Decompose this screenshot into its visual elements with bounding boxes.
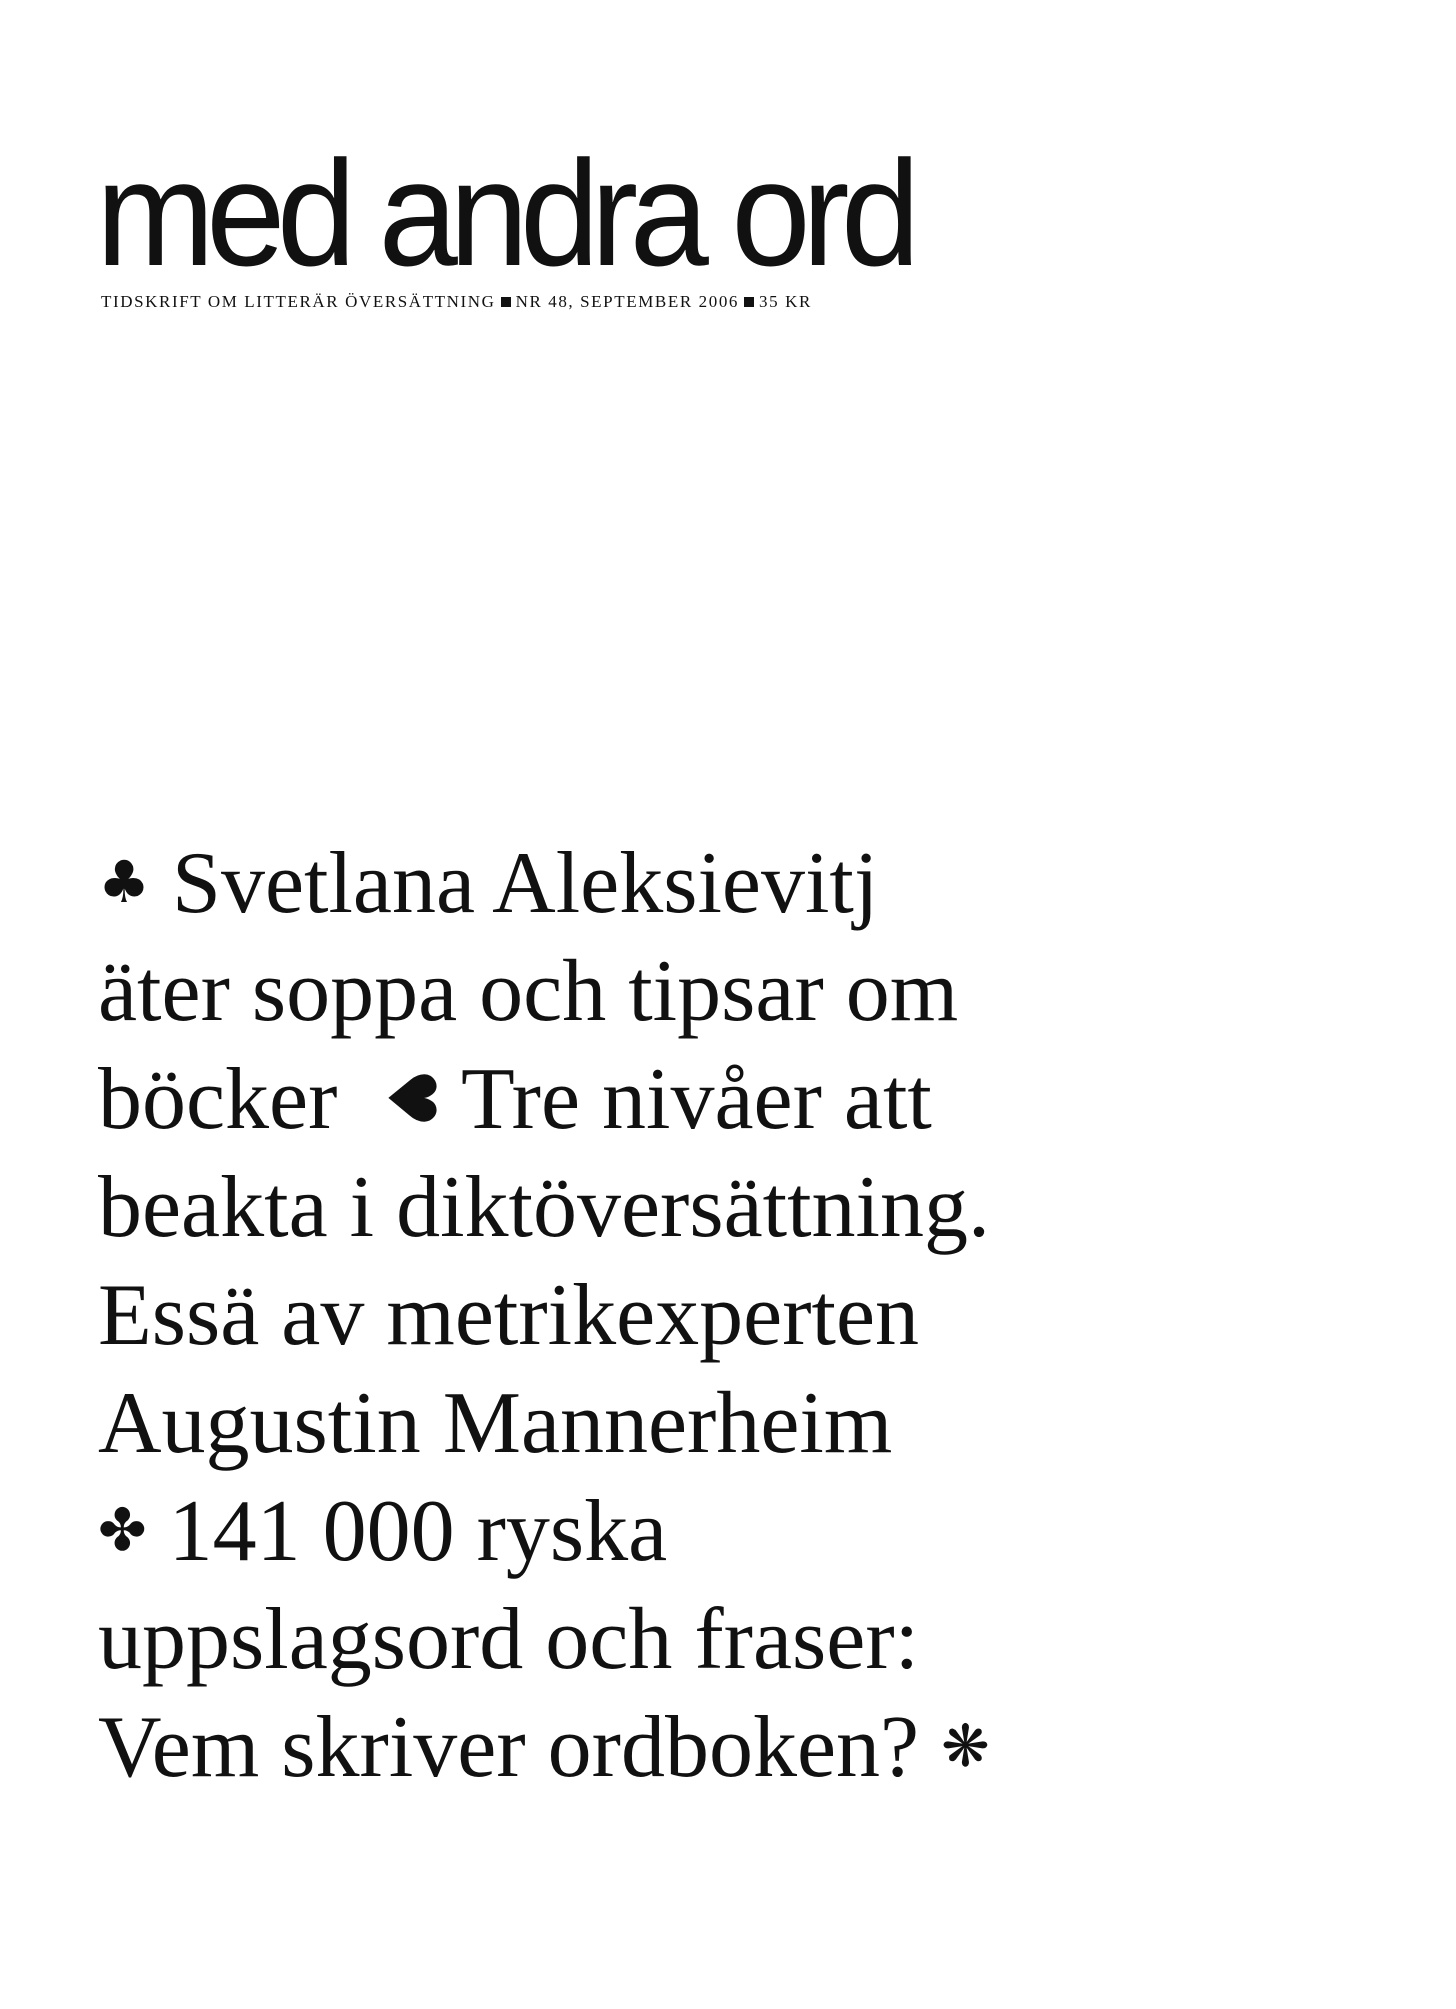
headline-line [98,1694,1358,1802]
headline-text: beakta i diktöversättning. [98,1159,990,1256]
headline-text: Tre nivåer att [461,1051,932,1148]
headline-text: äter soppa och tipsar om [98,943,959,1040]
cover-headlines [98,830,1358,1802]
issue-info [101,292,812,312]
tagline: TIDSKRIFT OM LITTERÄR ÖVERSÄTTNING [101,292,496,311]
headline-line [98,1154,1358,1262]
headline-line [98,1262,1358,1370]
headline-text: Essä av metrikexperten [98,1267,920,1364]
separator-square-icon [744,297,754,307]
headline-line [98,830,1358,938]
quatrefoil-icon: ✤ [98,1496,147,1564]
price: 35 KR [759,292,812,311]
magazine-title: med andra ord [96,129,912,297]
headline-line [98,1586,1358,1694]
heart-icon: ♥ [373,1068,451,1128]
headline-text: Vem skriver ordboken? [98,1699,920,1796]
issue-number-date: NR 48, SEPTEMBER 2006 [515,292,740,311]
headline-text: uppslagsord och fraser: [98,1591,920,1688]
headline-line [98,938,1358,1046]
headline-text: böcker [98,1051,338,1148]
headline-line [98,1046,1358,1154]
club-icon: ♣ [98,848,150,916]
headline-text: 141 000 ryska [168,1483,668,1580]
headline-line [98,1478,1358,1586]
star-ornament-icon: ❋ [941,1712,990,1780]
headline-text: Svetlana Aleksievitj [172,835,879,932]
headline-text: Augustin Mannerheim [98,1375,893,1472]
separator-square-icon [501,297,511,307]
headline-line [98,1370,1358,1478]
